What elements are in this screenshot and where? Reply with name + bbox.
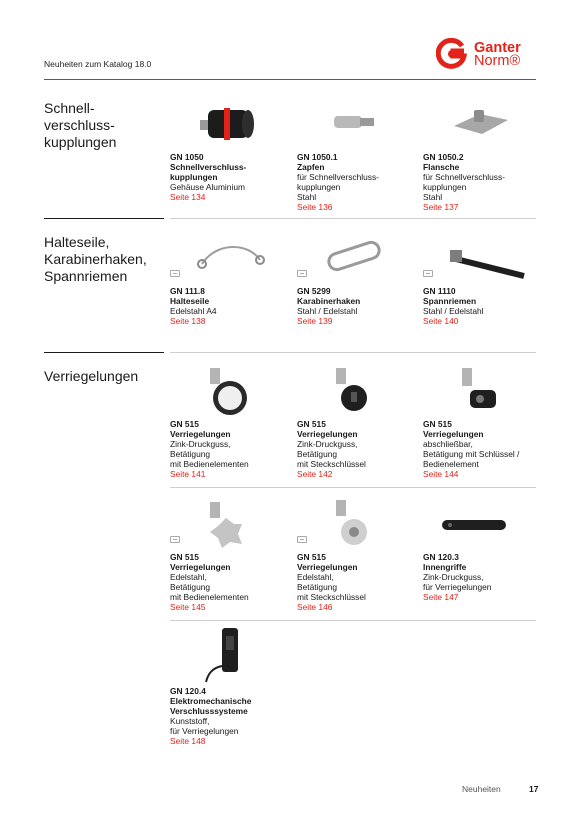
section-title-ropes-hooks-straps: Halteseile, Karabinerhaken, Spannriemen — [44, 234, 147, 284]
product-description: Zink-Druckguss, Betätigung mit Bedienelementen — [170, 439, 249, 469]
product-page-link[interactable]: Seite 139 — [297, 316, 333, 326]
product-code: GN 515 — [297, 552, 326, 562]
product-page-link[interactable]: Seite 134 — [170, 192, 206, 202]
product-name: Karabinerhaken — [297, 296, 361, 306]
product-description: Edelstahl A4 — [170, 306, 217, 316]
product-name: Verriegelungen — [423, 429, 484, 439]
section-title-latches: Verriegelungen — [44, 368, 139, 384]
product-code: GN 1050.2 — [423, 152, 464, 162]
product-name: Verriegelungen — [297, 429, 358, 439]
product-page-link[interactable]: Seite 146 — [297, 602, 333, 612]
product-description: Gehäuse Aluminium — [170, 182, 245, 192]
product-page-link[interactable]: Seite 148 — [170, 736, 206, 746]
stainless-steel-symbol-icon — [297, 536, 307, 543]
product-code: GN 5299 — [297, 286, 331, 296]
product-description: abschließbar, Betätigung mit Schlüssel / Bedienelement — [423, 439, 520, 469]
product-page-link[interactable]: Seite 142 — [297, 469, 333, 479]
product-gn-111-8 — [170, 286, 288, 326]
stainless-steel-symbol-icon — [170, 536, 180, 543]
product-page-link[interactable]: Seite 140 — [423, 316, 459, 326]
page-number: 17 — [529, 784, 539, 794]
product-code: GN 515 — [170, 552, 199, 562]
product-name: Schnellverschluss- kupplungen — [170, 162, 247, 182]
product-code: GN 515 — [170, 419, 199, 429]
product-name: Elektromechanische Verschlusssysteme — [170, 696, 252, 716]
row-divider-light — [170, 487, 536, 488]
flange-product-image — [452, 106, 510, 138]
product-gn-1110 — [423, 286, 541, 326]
product-gn-515-lockable — [423, 419, 541, 479]
ganter-norm-logo — [436, 38, 546, 72]
product-description: Kunststoff, für Verriegelungen — [170, 716, 239, 736]
product-page-link[interactable]: Seite 145 — [170, 602, 206, 612]
product-code: GN 515 — [297, 419, 326, 429]
product-name: Verriegelungen — [297, 562, 358, 572]
product-description: Stahl / Edelstahl — [423, 306, 484, 316]
logo-word-ganter: Ganter — [474, 40, 521, 56]
retaining-cable-product-image — [196, 238, 266, 272]
stainless-steel-symbol-icon — [297, 270, 307, 277]
header-divider — [44, 79, 536, 80]
latch-lockable-product-image — [456, 366, 504, 418]
section-divider-light — [170, 352, 536, 353]
electromechanical-lock-product-image — [200, 626, 256, 684]
product-code: GN 120.4 — [170, 686, 206, 696]
latch-knob-product-image — [204, 366, 250, 418]
latch-star-knob-product-image — [204, 500, 248, 550]
carabiner-product-image — [324, 240, 384, 272]
product-page-link[interactable]: Seite 137 — [423, 202, 459, 212]
product-name: Spannriemen — [423, 296, 477, 306]
product-page-link[interactable]: Seite 147 — [423, 592, 459, 602]
stainless-steel-symbol-icon — [423, 270, 433, 277]
product-name: Innengriffe — [423, 562, 467, 572]
product-gn-1050-1 — [297, 152, 415, 212]
stainless-steel-symbol-icon — [170, 270, 180, 277]
product-gn-515-zinc-knob — [170, 419, 288, 479]
product-code: GN 120.3 — [423, 552, 459, 562]
product-gn-120-4 — [170, 686, 288, 746]
product-gn-1050 — [170, 152, 288, 202]
product-page-link[interactable]: Seite 138 — [170, 316, 206, 326]
product-code: GN 111.8 — [170, 286, 205, 296]
section-divider — [44, 352, 164, 353]
product-gn-515-stainless-key — [297, 552, 415, 612]
product-description: für Schnellverschluss- kupplungen Stahl — [297, 172, 379, 202]
product-code: GN 1050.1 — [297, 152, 338, 162]
product-code: GN 515 — [423, 419, 452, 429]
product-name: Verriegelungen — [170, 562, 231, 572]
product-description: für Schnellverschluss- kupplungen Stahl — [423, 172, 505, 202]
pin-product-image — [330, 108, 378, 134]
product-page-link[interactable]: Seite 144 — [423, 469, 459, 479]
product-name: Flansche — [423, 162, 460, 172]
ganter-logo-icon — [436, 38, 468, 70]
footer-section-label: Neuheiten — [462, 784, 501, 794]
product-name: Zapfen — [297, 162, 325, 172]
product-gn-5299 — [297, 286, 415, 326]
latch-stainless-key-product-image — [330, 498, 374, 550]
product-name: Verriegelungen — [170, 429, 231, 439]
inner-handle-product-image — [440, 514, 510, 538]
product-page-link[interactable]: Seite 136 — [297, 202, 333, 212]
tension-strap-product-image — [444, 240, 530, 282]
product-description: Edelstahl, Betätigung mit Steckschlüssel — [297, 572, 366, 602]
section-divider-light — [170, 218, 536, 219]
product-gn-515-stainless-knob — [170, 552, 288, 612]
product-description: Stahl / Edelstahl — [297, 306, 358, 316]
product-description: Edelstahl, Betätigung mit Bedienelementen — [170, 572, 249, 602]
product-description: Zink-Druckguss, Betätigung mit Steckschlüssel — [297, 439, 366, 469]
row-divider-light — [170, 620, 536, 621]
product-code: GN 1110 — [423, 286, 456, 296]
product-gn-1050-2 — [423, 152, 541, 212]
product-gn-515-zinc-key — [297, 419, 415, 479]
product-description: Zink-Druckguss, für Verriegelungen — [423, 572, 492, 592]
catalog-header: Neuheiten zum Katalog 18.0 — [44, 59, 152, 69]
section-divider — [44, 218, 164, 219]
logo-word-norm: Norm® — [474, 53, 521, 69]
product-page-link[interactable]: Seite 141 — [170, 469, 206, 479]
latch-key-product-image — [330, 366, 374, 418]
product-name: Halteseile — [170, 296, 210, 306]
product-gn-120-3 — [423, 552, 541, 602]
coupling-product-image — [196, 102, 260, 146]
section-title-quick-couplings: Schnell- verschluss- kupplungen — [44, 100, 117, 150]
product-code: GN 1050 — [170, 152, 204, 162]
